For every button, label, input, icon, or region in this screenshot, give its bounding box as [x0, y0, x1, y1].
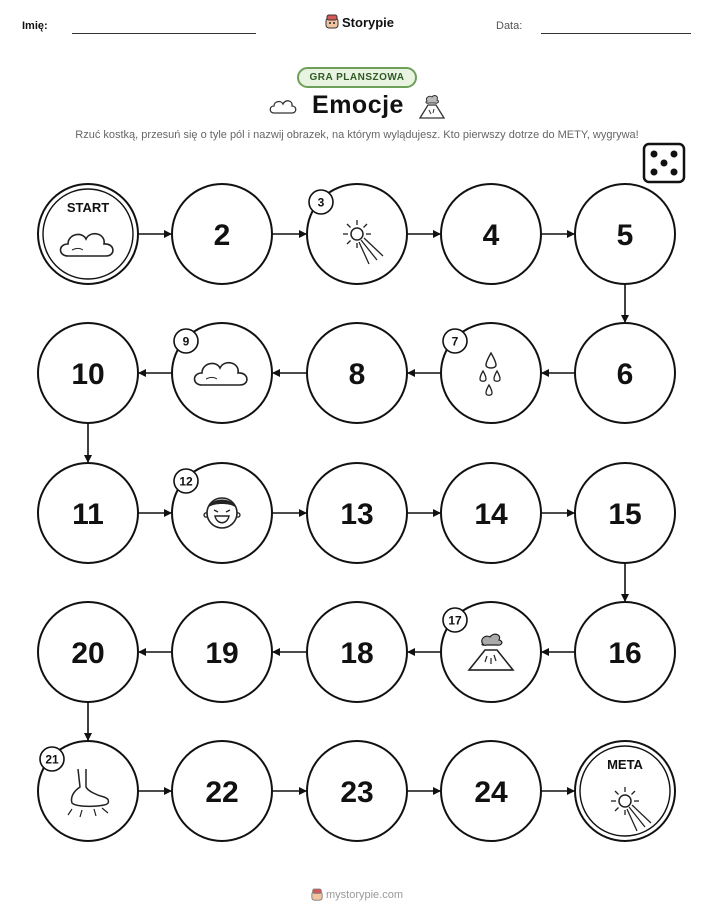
board-space[interactable] [307, 463, 407, 563]
space-number: 4 [482, 219, 500, 252]
board-space[interactable] [441, 463, 541, 563]
space-number-badge: 7 [451, 334, 459, 349]
space-number: 20 [71, 637, 105, 670]
game-instructions: Rzuć kostką, przesuń się o tyle pól i nazwij obrazek, na którym wylądujesz. Kto pierwszy dotrze do METY, wygrywa! [75, 129, 639, 141]
board-space[interactable] [172, 323, 272, 423]
board-space[interactable] [441, 741, 541, 841]
space-label: META [607, 757, 643, 772]
board-space[interactable] [172, 741, 272, 841]
space-number: 23 [340, 776, 374, 809]
space-number: 11 [72, 498, 104, 531]
brand-name: Storypie [342, 14, 395, 30]
board-space[interactable] [38, 602, 138, 702]
board-space[interactable] [575, 602, 675, 702]
board-space[interactable] [441, 184, 541, 284]
date-label: Data: [496, 20, 523, 32]
board-space[interactable] [172, 184, 272, 284]
space-number-badge: 17 [448, 613, 462, 628]
board-space[interactable] [38, 741, 138, 841]
board-space[interactable] [441, 602, 541, 702]
board-space[interactable] [307, 602, 407, 702]
space-number-badge: 3 [317, 195, 325, 210]
board-space[interactable] [575, 184, 675, 284]
board-space[interactable] [307, 741, 407, 841]
space-number: 22 [205, 776, 239, 809]
space-number: 5 [616, 219, 634, 252]
page-title: Emocje [312, 91, 404, 119]
space-number-badge: 9 [182, 334, 190, 349]
space-number-badge: 21 [45, 752, 59, 767]
space-label: START [66, 200, 110, 215]
space-number: 13 [340, 498, 374, 531]
name-label: Imię: [22, 20, 48, 32]
board-space[interactable] [441, 323, 541, 423]
board-space[interactable] [575, 463, 675, 563]
board-space[interactable] [307, 184, 407, 284]
footer-site[interactable]: mystorypie.com [325, 889, 404, 901]
board-space[interactable] [575, 323, 675, 423]
space-number: 19 [205, 637, 239, 670]
space-number: 8 [348, 358, 366, 391]
space-number: 2 [213, 219, 231, 252]
space-number: 15 [608, 498, 642, 531]
board-space[interactable] [38, 463, 138, 563]
space-number: 18 [340, 637, 374, 670]
board-space[interactable] [172, 463, 272, 563]
space-number-badge: 12 [179, 474, 193, 489]
storypie-mascot-icon [311, 888, 323, 902]
finish-space[interactable] [575, 741, 675, 841]
space-number: 6 [616, 358, 634, 391]
board-space[interactable] [172, 602, 272, 702]
space-number: 16 [608, 637, 642, 670]
space-number: 14 [474, 498, 508, 531]
space-number: 10 [71, 358, 105, 391]
game-type-badge: GRA PLANSZOWA [297, 67, 416, 88]
footer [311, 888, 403, 902]
start-space[interactable] [38, 184, 138, 284]
board-space[interactable] [307, 323, 407, 423]
space-number: 24 [474, 776, 508, 809]
board-space[interactable] [38, 323, 138, 423]
